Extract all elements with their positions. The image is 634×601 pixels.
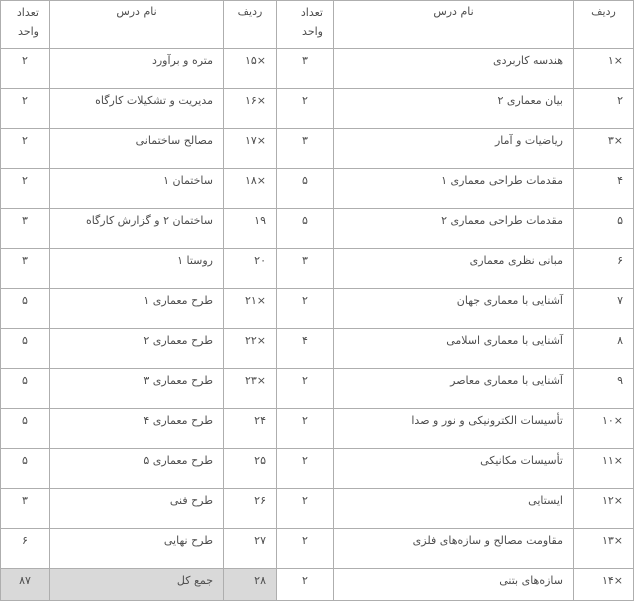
cell-radif: ×۱۰ [574, 409, 634, 449]
cell-units: ۲ [277, 89, 334, 129]
cell-course-name: آشنایی با معماری معاصر [334, 369, 574, 409]
cell-course-name: هندسه کاربردی [334, 49, 574, 89]
cell-units: ۲ [277, 489, 334, 529]
cell-course-name: مقدمات طراحی معماری ۱ [334, 169, 574, 209]
table-row [1, 369, 634, 409]
table-row [1, 449, 634, 489]
cell-units: ۲ [277, 409, 334, 449]
cell-radif-2: ۲۶ [224, 489, 277, 529]
table-body [1, 49, 634, 601]
cell-radif-2: ۲۰ [224, 249, 277, 289]
cell-radif-2: ۲۴ [224, 409, 277, 449]
cell-course-name-2: مصالح ساختمانی [50, 129, 224, 169]
cell-radif: ۹ [574, 369, 634, 409]
cell-course-name-2: ساختمان ۲ و گزارش کارگاه [50, 209, 224, 249]
cell-units-2: ۵ [1, 409, 50, 449]
cell-units: ۵ [277, 169, 334, 209]
table-row [1, 129, 634, 169]
cell-course-name: سازه‌های بتنی [334, 569, 574, 601]
cell-units-2: ۵ [1, 329, 50, 369]
cell-course-name-2: ساختمان ۱ [50, 169, 224, 209]
cell-course-name-2: طرح نهایی [50, 529, 224, 569]
header-units-line2: واحد [302, 25, 323, 38]
header-row [1, 1, 634, 49]
cell-course-name: مبانی نظری معماری [334, 249, 574, 289]
table-row [1, 249, 634, 289]
cell-course-name-2: طرح معماری ۱ [50, 289, 224, 329]
cell-course-name: تأسیسات مکانیکی [334, 449, 574, 489]
cell-radif-2: ×۱۷ [224, 129, 277, 169]
cell-course-name: بیان معماری ۲ [334, 89, 574, 129]
table-row [1, 89, 634, 129]
header-units-line1: تعداد [300, 6, 323, 19]
cell-radif: ×۱ [574, 49, 634, 89]
cell-radif: ۴ [574, 169, 634, 209]
cell-units: ۳ [277, 129, 334, 169]
cell-radif-2: ×۱۵ [224, 49, 277, 89]
cell-units-2: ۳ [1, 209, 50, 249]
cell-units: ۲ [277, 529, 334, 569]
cell-units: ۵ [277, 209, 334, 249]
cell-radif-2: ۲۸ [224, 569, 277, 601]
cell-course-name: مقاومت مصالح و سازه‌های فلزی [334, 529, 574, 569]
cell-units: ۳ [277, 249, 334, 289]
header-radif-2: ردیف [224, 1, 277, 49]
cell-radif-2: ۲۵ [224, 449, 277, 489]
grand-total-value: ۸۷ [1, 569, 50, 601]
cell-units: ۴ [277, 329, 334, 369]
cell-course-name: تأسیسات الکترونیکی و نور و صدا [334, 409, 574, 449]
cell-units: ۳ [277, 49, 334, 89]
cell-units-2: ۵ [1, 369, 50, 409]
cell-course-name: آشنایی با معماری اسلامی [334, 329, 574, 369]
cell-units: ۲ [277, 569, 334, 601]
cell-radif-2: ×۲۳ [224, 369, 277, 409]
cell-units: ۲ [277, 449, 334, 489]
cell-course-name-2: طرح معماری ۳ [50, 369, 224, 409]
cell-radif: ×۱۴ [574, 569, 634, 601]
header-units-2 [1, 1, 50, 49]
table-row [1, 409, 634, 449]
table-row [1, 49, 634, 89]
cell-radif: ×۱۱ [574, 449, 634, 489]
cell-units-2: ۵ [1, 449, 50, 489]
table-row [1, 169, 634, 209]
table-row-total [1, 569, 634, 601]
header-radif: ردیف [574, 1, 634, 49]
cell-units: ۲ [277, 369, 334, 409]
table-row [1, 209, 634, 249]
table-row [1, 289, 634, 329]
table-row [1, 489, 634, 529]
cell-radif: ۲ [574, 89, 634, 129]
header-units-line2-2: واحد [18, 25, 39, 38]
table-row [1, 529, 634, 569]
cell-radif-2: ×۲۲ [224, 329, 277, 369]
cell-radif: ۸ [574, 329, 634, 369]
cell-radif-2: ×۱۶ [224, 89, 277, 129]
cell-radif-2: ×۱۸ [224, 169, 277, 209]
cell-units-2: ۳ [1, 489, 50, 529]
cell-course-name-2: مدیریت و تشکیلات کارگاه [50, 89, 224, 129]
grand-total-label: جمع کل [50, 569, 224, 601]
cell-course-name-2: طرح معماری ۵ [50, 449, 224, 489]
cell-radif: ۶ [574, 249, 634, 289]
cell-radif-2: ×۲۱ [224, 289, 277, 329]
cell-course-name-2: طرح معماری ۲ [50, 329, 224, 369]
cell-units-2: ۲ [1, 89, 50, 129]
cell-course-name: ایستایی [334, 489, 574, 529]
cell-units-2: ۳ [1, 249, 50, 289]
cell-course-name: مقدمات طراحی معماری ۲ [334, 209, 574, 249]
cell-course-name-2: متره و برآورد [50, 49, 224, 89]
header-course-name-2: نام درس [50, 1, 224, 49]
cell-radif-2: ۲۷ [224, 529, 277, 569]
cell-course-name-2: طرح معماری ۴ [50, 409, 224, 449]
cell-units-2: ۶ [1, 529, 50, 569]
cell-units-2: ۲ [1, 169, 50, 209]
cell-course-name: ریاضیات و آمار [334, 129, 574, 169]
cell-radif: ۵ [574, 209, 634, 249]
header-units-line1-2: تعداد [16, 6, 39, 19]
cell-units-2: ۲ [1, 129, 50, 169]
table-row [1, 329, 634, 369]
cell-radif-2: ۱۹ [224, 209, 277, 249]
header-course-name: نام درس [334, 1, 574, 49]
cell-course-name: آشنایی با معماری جهان [334, 289, 574, 329]
cell-radif: ×۱۲ [574, 489, 634, 529]
cell-course-name-2: طرح فنی [50, 489, 224, 529]
cell-radif: ×۱۳ [574, 529, 634, 569]
cell-units-2: ۵ [1, 289, 50, 329]
cell-radif: ۷ [574, 289, 634, 329]
cell-units-2: ۲ [1, 49, 50, 89]
cell-units: ۲ [277, 289, 334, 329]
cell-course-name-2: روستا ۱ [50, 249, 224, 289]
cell-radif: ×۳ [574, 129, 634, 169]
header-units [277, 1, 334, 49]
